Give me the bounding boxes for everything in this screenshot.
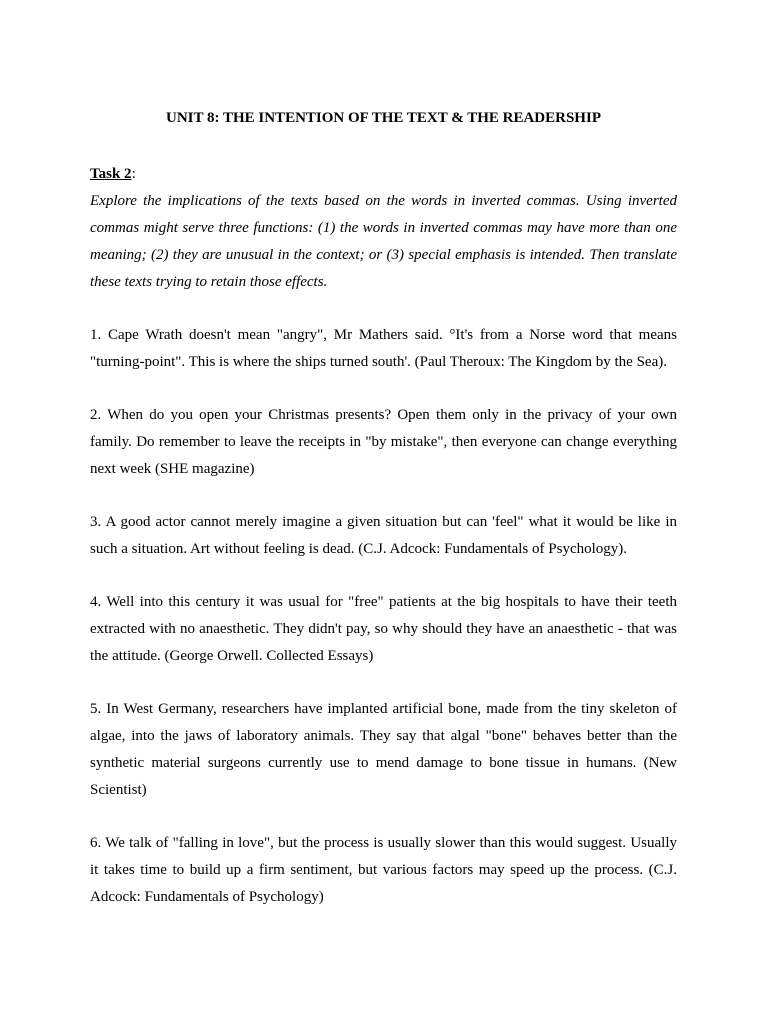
task-heading — [90, 160, 677, 188]
text-item-4: 4. Well into this century it was usual for "free" patients at the big hospitals to have their teeth extracted with no anaesthetic. They didn't pay, so why should they have an anaesthetic - that was the attitude. (George Orwell. Collected Essays) — [90, 594, 677, 664]
text-item-2: 2. When do you open your Christmas presents? Open them only in the privacy of your own family. Do remember to leave the receipts in "by mistake", then everyone can change everything next week (SHE magazine) — [90, 407, 677, 477]
task-instructions: Explore the implications of the texts based on the words in inverted commas. Using inverted commas might serve three functions: (1) the words in inverted commas may have more than one meaning; (2) they are unusual in the context; or (3) special emphasis is intended. Then translate these texts trying to retain those effects. — [90, 193, 677, 290]
task-colon: : — [131, 166, 136, 182]
text-item-3: 3. A good actor cannot merely imagine a given situation but can 'feel" what it would be like in such a situation. Art without feeling is dead. (C.J. Adcock: Fundamentals of Psychology). — [90, 514, 677, 557]
unit-title: UNIT 8: THE INTENTION OF THE TEXT & THE READERSHIP — [166, 110, 601, 126]
text-item-5: 5. In West Germany, researchers have implanted artificial bone, made from the tiny skeleton of algae, into the jaws of laboratory animals. They say that algal "bone" behaves better than the synthetic material surgeons currently use to mend damage to bone tissue in humans. (New Scientist) — [90, 701, 677, 798]
document-page — [90, 106, 677, 937]
task-label: Task 2 — [90, 166, 132, 182]
text-item-6: 6. We talk of "falling in love", but the process is usually slower than this would suggest. Usually it takes time to build up a firm sentiment, but various factors may speed up the process. (C.J. Adcock: Fundamentals of Psychology) — [90, 835, 677, 905]
text-item-1: 1. Cape Wrath doesn't mean "angry", Mr Mathers said. °It's from a Norse word that means "turning-point". This is where the ships turned south'. (Paul Theroux: The Kingdom by the Sea). — [90, 327, 677, 370]
